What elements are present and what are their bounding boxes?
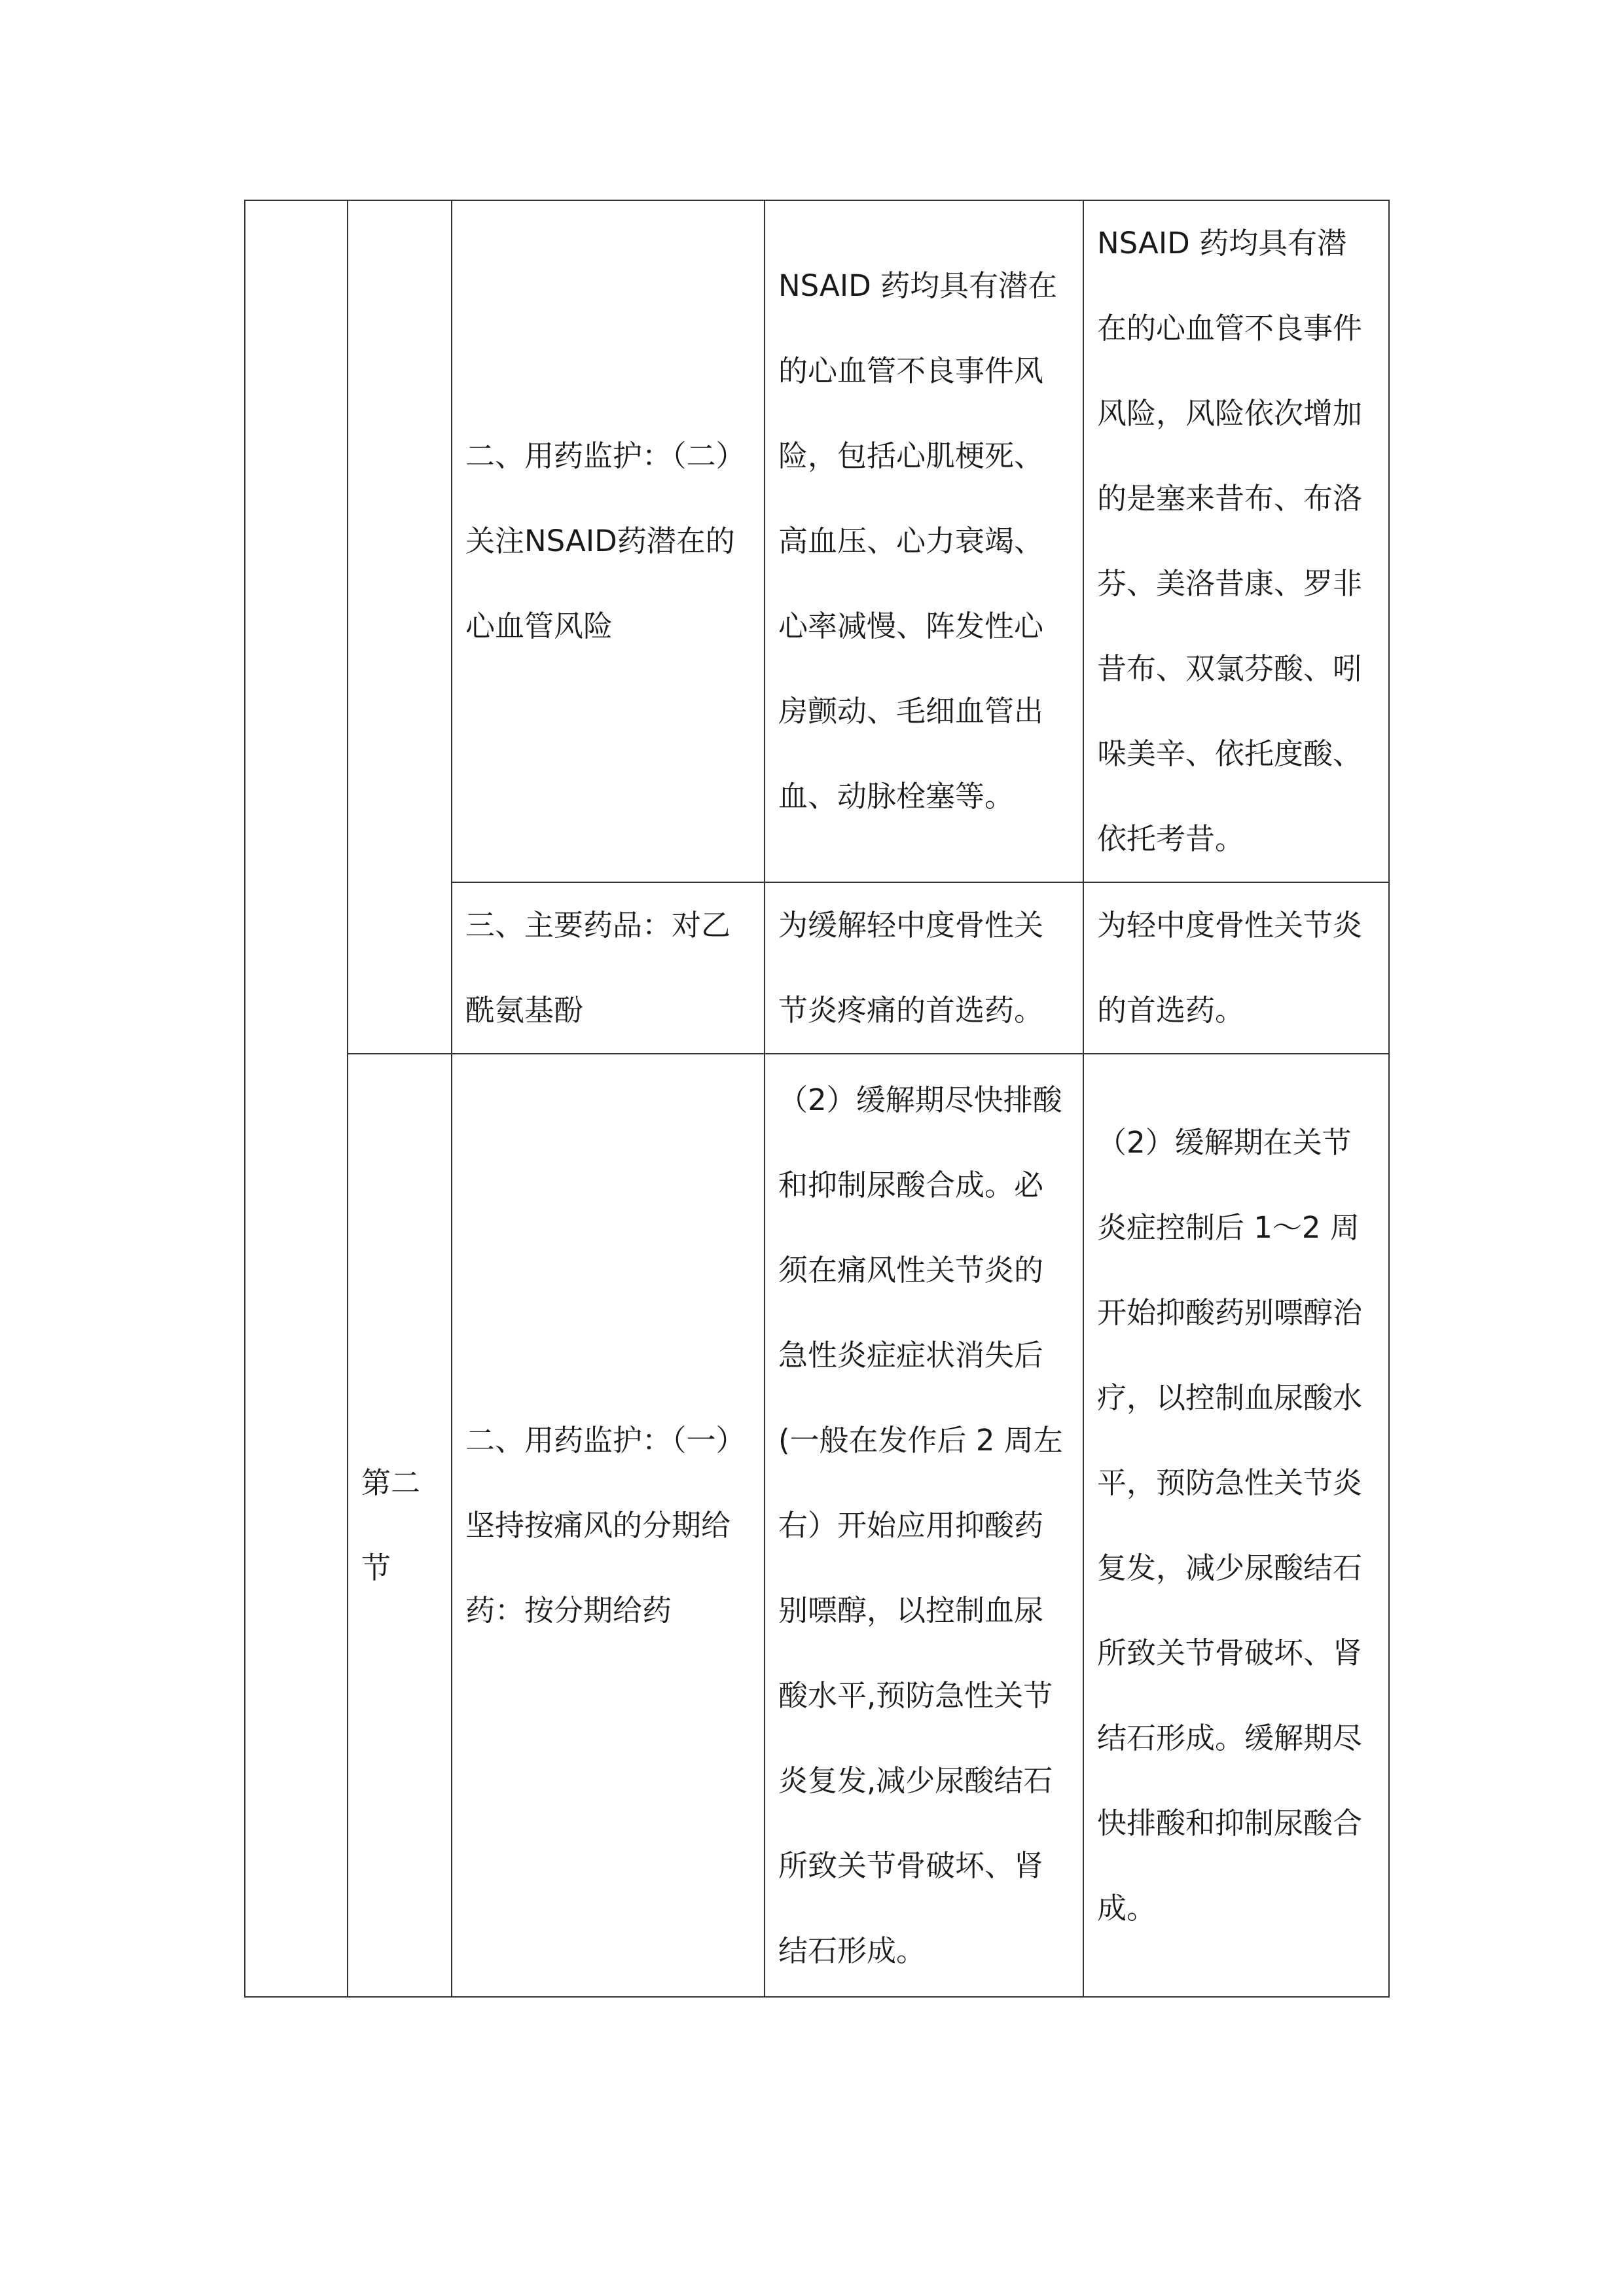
original-text-cell	[765, 882, 1083, 1054]
revised-text-cell	[1083, 882, 1389, 1054]
revised-text: NSAID 药均具有潜在的心血管不良事件风险，风险依次增加的是塞来昔布、布洛芬、美洛昔康、罗非昔布、双氯芬酸、吲哚美辛、依托度酸、依托考昔。	[1097, 226, 1363, 856]
revised-text-cell	[1083, 1054, 1389, 1997]
topic-text: 二、用药监护：（二）关注NSAID药潜在的心血管风险	[465, 439, 746, 643]
topic-text: 二、用药监护：（一）坚持按痛风的分期给药：按分期给药	[465, 1422, 746, 1628]
section-label: 第二节	[361, 1465, 421, 1585]
original-text: （2）缓解期尽快排酸和抑制尿酸合成。必须在痛风性关节炎的急性炎症症状消失后(一般在发作后 2 周左右）开始应用抑酸药别嘌醇，以控制血尿酸水平,预防急性关节炎复发,减少尿酸结石所致关节骨破坏、肾结石形成。	[778, 1082, 1063, 1968]
topic-cell	[452, 882, 765, 1054]
comparison-table	[244, 200, 1390, 1998]
original-text-cell	[765, 200, 1083, 882]
original-text-cell	[765, 1054, 1083, 1997]
original-text: NSAID 药均具有潜在的心血管不良事件风险，包括心肌梗死、高血压、心力衰竭、心率减慢、阵发性心房颤动、毛细血管出血、动脉栓塞等。	[778, 268, 1058, 814]
original-text: 为缓解轻中度骨性关节炎疼痛的首选药。	[778, 908, 1044, 1028]
section-cell-empty	[348, 200, 452, 1054]
revised-text: （2）缓解期在关节炎症控制后 1～2 周开始抑酸药别嘌醇治疗，以控制血尿酸水平，预防急性关节炎复发，减少尿酸结石所致关节骨破坏、肾结石形成。缓解期尽快排酸和抑制尿酸合成。	[1097, 1124, 1363, 1926]
table-row	[245, 200, 1389, 882]
revised-text-cell	[1083, 200, 1389, 882]
revised-text: 为轻中度骨性关节炎的首选药。	[1097, 908, 1363, 1028]
section-cell	[348, 1054, 452, 1997]
chapter-cell	[245, 200, 348, 1997]
topic-cell	[452, 200, 765, 882]
topic-cell	[452, 1054, 765, 1997]
table-row	[245, 1054, 1389, 1997]
topic-text: 三、主要药品：对乙酰氨基酚	[465, 908, 731, 1028]
